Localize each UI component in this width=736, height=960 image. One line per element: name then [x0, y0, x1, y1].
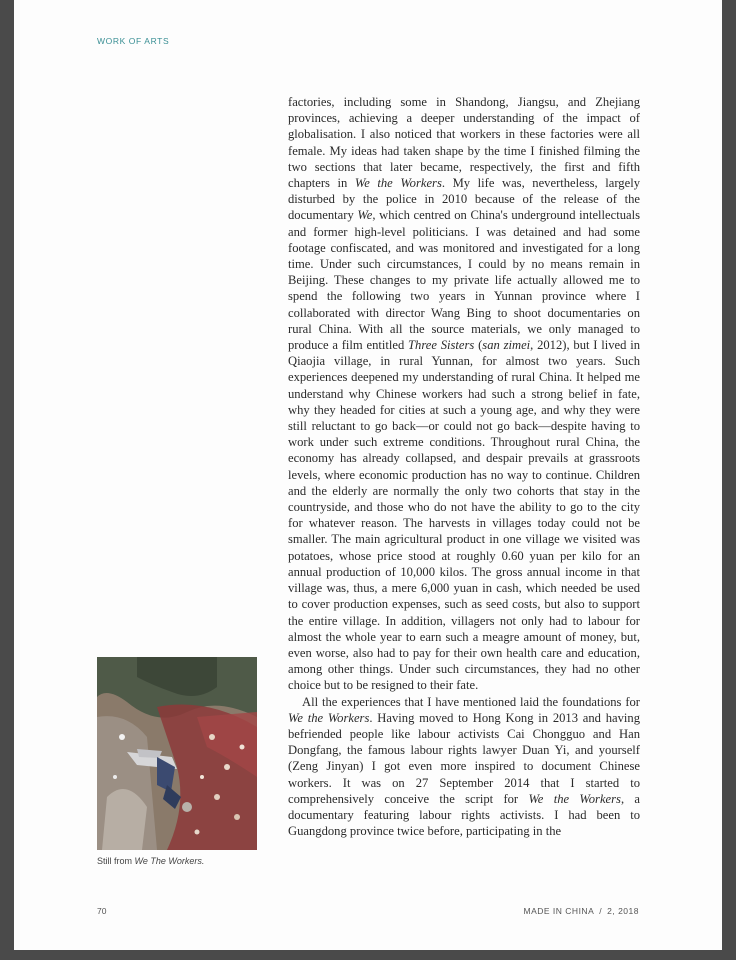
journal-footer [524, 906, 639, 916]
italic-title-run: We the Workers [354, 176, 442, 191]
caption-prefix: Still from [97, 856, 135, 866]
text-run: . Having moved to Hong Kong in 2013 and having befriended people like labour activists Cai Chongguo and Han Dongfang, the famous labour rights lawyer Duan Yi, and yourself (Zeng Jinyan) I got even more inspired to document Chinese workers. It was on 27 September 2014 that I started to comprehensively conceive the script for [288, 710, 641, 806]
italic-title-run: Three Sisters [408, 338, 475, 353]
figure-caption [97, 856, 204, 866]
journal-name: MADE IN CHINA [523, 906, 595, 916]
text-run: , a documentary featuring labour rights activists. I had been to Guangdong province twice before, participating in the [288, 791, 640, 839]
running-head: WORK OF ARTS [97, 36, 170, 46]
film-still-illustration [97, 657, 257, 850]
page [14, 0, 722, 950]
page-number: 70 [97, 906, 107, 916]
text-run: ( [474, 338, 483, 353]
journal-issue: 2, 2018 [607, 906, 639, 916]
paragraph-2 [288, 694, 640, 840]
body-text [288, 94, 640, 839]
text-run: , 2012), but I lived in Qiaojia village, in rural Yunnan, for almost two years. Such experiences deepened my understanding of rural China. It helped me understand why Chinese workers had such a strong belief in fate, why they headed for cities at such a young age, and why they were still reluctant to go back—or could not go back—despite having to work under such extreme conditions. Throughout rural China, the economy has already collapsed, and despair prevails at grassroots levels, where economic production has no way to continue. Children and the elderly are normally the only two cohorts that stay in the countryside, and those who do not have the ability to go to the city for whatever reason. The harvests in villages today could not be smaller. The main agricultural product in one village we visited was potatoes, whose price stood at roughly 0.60 yuan per kilo for an annual production of 10,000 kilos. The gross annual income in that village was, thus, a mere 6,000 yuan in cash, which needed be used to cover production expenses, such as seed costs, but also to support the entire village. In addition, villagers not only had to labour for almost the whole year to earn such a meagre amount of money, but, even worse, also had to pay for their own health care and education, among other things. Under such circumstances, they had no other choice but to be resigned to their fate. [288, 338, 640, 693]
text-run: . My life was, nevertheless, largely disturbed by the police in 2010 because of the release of the documentary [288, 176, 640, 223]
text-run: All the experiences that I have mentioned laid the foundations for [302, 694, 640, 709]
italic-title-run: We the Workers [528, 791, 621, 806]
footer-separator: / [599, 906, 603, 916]
italic-title-run: san zimei [482, 338, 531, 353]
italic-title-run: We the Workers [288, 710, 370, 725]
text-run: factories, including some in Shandong, Jiangsu, and Zhejiang provinces, achieving a deeper understanding of the impact of globalisation. I also noticed that workers in these factories were all female. My ideas had taken shape by the time I finished filming the two sections that later became, respectively, the first and fifth chapters in [288, 95, 640, 191]
paragraph-1 [288, 94, 640, 694]
caption-title: We The Workers. [134, 856, 205, 866]
text-run: , which centred on China's underground intellectuals and former high-level politicians. I was detained and had some footage confiscated, and was monitored and investigated for a long time. Under such circumstances, I could by no means remain in Beijing. These changes to my private life actually allowed me to spend the following two years in Yunnan province where I collaborated with director Wang Bing to shoot documentaries on rural China. With all the source materials, we only managed to produce a film entitled [288, 208, 640, 353]
italic-title-run: We [357, 208, 373, 223]
film-still-image [97, 657, 257, 850]
